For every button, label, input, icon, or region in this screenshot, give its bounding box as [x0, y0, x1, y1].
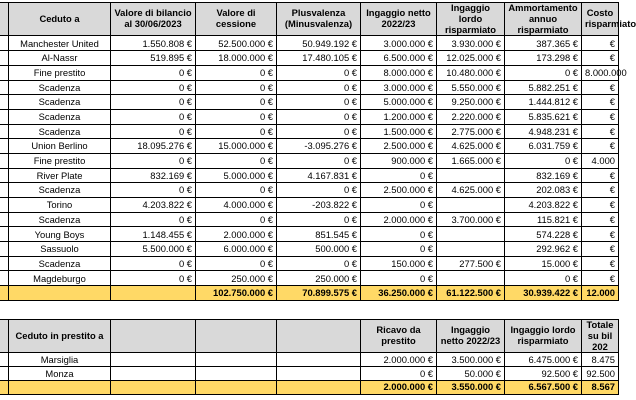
table-cell: Union Berlino: [9, 139, 111, 154]
table-cell: [196, 380, 277, 394]
table-cell: €: [582, 227, 619, 242]
table-cell: 5.882.251 €: [505, 80, 582, 95]
table-cell: 2.500.000 €: [361, 183, 437, 198]
table-cell: [437, 168, 505, 183]
table-cell: 250.000 €: [196, 271, 277, 286]
table-row: [0, 80, 619, 95]
table-cell: [437, 242, 505, 257]
table-cell: 1.665.000 €: [437, 153, 505, 168]
table-cell: 277.500 €: [437, 256, 505, 271]
table-cell: 0 €: [111, 153, 196, 168]
table-row: [0, 51, 619, 66]
table-cell: 5.000.000 €: [361, 95, 437, 110]
table-cell: €: [582, 256, 619, 271]
table-cell: 0 €: [361, 227, 437, 242]
table-cell: [277, 367, 361, 381]
table-cell: [111, 286, 196, 301]
table-cell: [9, 286, 111, 301]
table-cell: €: [582, 242, 619, 257]
table-cell: Ceduto a: [9, 3, 111, 36]
table-cell: Fine prestito: [9, 153, 111, 168]
table-cell: [0, 256, 9, 271]
table-cell: Scadenza: [9, 80, 111, 95]
table-cell: 92.500: [582, 367, 619, 381]
table-cell: 50.000 €: [437, 367, 505, 381]
table-row: [0, 242, 619, 257]
table-cell: Marsiglia: [9, 353, 111, 367]
table-cell: 500.000 €: [277, 242, 361, 257]
table-cell: €: [582, 95, 619, 110]
table-cell: [111, 320, 196, 353]
table-cell: 18.000.000 €: [196, 51, 277, 66]
table-cell: 0 €: [111, 183, 196, 198]
table-cell: 4.625.000 €: [437, 183, 505, 198]
table-cell: 3.500.000 €: [437, 353, 505, 367]
table-cell: Al-Nassr: [9, 51, 111, 66]
table-cell: €: [582, 124, 619, 139]
table-cell: 4.203.822 €: [505, 198, 582, 213]
table-cell: 0 €: [505, 153, 582, 168]
table-cell: 0 €: [277, 183, 361, 198]
table-cell: 4.948.231 €: [505, 124, 582, 139]
table-cell: 8.567: [582, 380, 619, 394]
table-cell: [0, 320, 9, 353]
table-cell: 17.480.105 €: [277, 51, 361, 66]
table-cell: [0, 271, 9, 286]
table-cell: [0, 286, 9, 301]
table-cell: Totale su bil 202: [582, 320, 619, 353]
table-cell: 4.203.822 €: [111, 198, 196, 213]
table-cell: 0 €: [196, 153, 277, 168]
table-row: [0, 227, 619, 242]
table-cell: 0 €: [277, 80, 361, 95]
table-row: [0, 36, 619, 51]
table-cell: 202.083 €: [505, 183, 582, 198]
table-cell: Torino: [9, 198, 111, 213]
table-cell: 0 €: [196, 80, 277, 95]
table-cell: [0, 109, 9, 124]
table-cell: 8.475: [582, 353, 619, 367]
table-cell: 8.000.000 €: [361, 65, 437, 80]
table-cell: 4.000: [582, 153, 619, 168]
table-cell: 832.169 €: [505, 168, 582, 183]
table-cell: 30.939.422 €: [505, 286, 582, 301]
table-row: [0, 168, 619, 183]
table-cell: 173.298 €: [505, 51, 582, 66]
table-cell: Scadenza: [9, 95, 111, 110]
table-cell: Scadenza: [9, 124, 111, 139]
table-cell: 2.220.000 €: [437, 109, 505, 124]
table-cell: 6.500.000 €: [361, 51, 437, 66]
table-cell: 1.148.455 €: [111, 227, 196, 242]
table-cell: [0, 65, 9, 80]
table-cell: 0 €: [277, 95, 361, 110]
table-cell: €: [582, 198, 619, 213]
table-cell: 900.000 €: [361, 153, 437, 168]
table-cell: Ricavo da prestito: [361, 320, 437, 353]
table-cell: [277, 320, 361, 353]
table-cell: Monza: [9, 367, 111, 381]
table-cell: 8.000.000: [582, 65, 619, 80]
table-cell: 292.962 €: [505, 242, 582, 257]
table-cell: 0 €: [196, 65, 277, 80]
table-cell: 0 €: [111, 256, 196, 271]
table-cell: 0 €: [196, 124, 277, 139]
table-cell: [196, 353, 277, 367]
table-row: [0, 95, 619, 110]
table-cell: Manchester United: [9, 36, 111, 51]
table-cell: Ingaggio netto 2022/23: [437, 320, 505, 353]
table-cell: Ceduto in prestito a: [9, 320, 111, 353]
table-cell: [0, 367, 9, 381]
table-cell: 2.000.000 €: [361, 212, 437, 227]
table-row: [0, 139, 619, 154]
header-row: [0, 3, 619, 36]
table-cell: 1.200.000 €: [361, 109, 437, 124]
table-cell: [9, 380, 111, 394]
table-cell: [0, 212, 9, 227]
table-row: [0, 367, 619, 381]
table-cell: [277, 380, 361, 394]
table-cell: 0 €: [277, 256, 361, 271]
table-cell: -203.822 €: [277, 198, 361, 213]
table-cell: 0 €: [361, 168, 437, 183]
table-row: [0, 153, 619, 168]
table-row: [0, 65, 619, 80]
table-cell: 3.550.000 €: [437, 380, 505, 394]
table-cell: 1.500.000 €: [361, 124, 437, 139]
table-cell: €: [582, 139, 619, 154]
table-cell: [0, 168, 9, 183]
table-cell: 4.167.831 €: [277, 168, 361, 183]
table-cell: 15.000 €: [505, 256, 582, 271]
table-cell: 9.250.000 €: [437, 95, 505, 110]
table-cell: 1.444.812 €: [505, 95, 582, 110]
table-cell: Valore di bilancio al 30/06/2023: [111, 3, 196, 36]
table-cell: €: [582, 36, 619, 51]
table-cell: Magdeburgo: [9, 271, 111, 286]
table-cell: [0, 242, 9, 257]
table-cell: 0 €: [361, 242, 437, 257]
table-cell: 5.550.000 €: [437, 80, 505, 95]
table-cell: River Plate: [9, 168, 111, 183]
table-cell: 52.500.000 €: [196, 36, 277, 51]
table-cell: 0 €: [111, 80, 196, 95]
table-cell: 0 €: [277, 153, 361, 168]
table-cell: 0 €: [111, 212, 196, 227]
table-cell: 387.365 €: [505, 36, 582, 51]
table-cell: Scadenza: [9, 109, 111, 124]
table-cell: 1.550.808 €: [111, 36, 196, 51]
table-cell: €: [582, 109, 619, 124]
table-cell: 2.775.000 €: [437, 124, 505, 139]
table-cell: Scadenza: [9, 212, 111, 227]
table-cell: 574.228 €: [505, 227, 582, 242]
table-cell: 2.000.000 €: [361, 353, 437, 367]
table-cell: 2.000.000 €: [196, 227, 277, 242]
table-cell: Sassuolo: [9, 242, 111, 257]
table-cell: -3.095.276 €: [277, 139, 361, 154]
table-cell: 0 €: [196, 212, 277, 227]
table-row: [0, 271, 619, 286]
table-cell: [437, 271, 505, 286]
table-cell: [0, 36, 9, 51]
table-cell: Scadenza: [9, 183, 111, 198]
player-transfers-table: [0, 2, 636, 301]
total-row: [0, 380, 619, 394]
table-cell: 0 €: [361, 198, 437, 213]
table-cell: Ingaggio lordo risparmiato: [437, 3, 505, 36]
table-row: [0, 212, 619, 227]
table-cell: [0, 153, 9, 168]
table-cell: €: [582, 271, 619, 286]
table-cell: [111, 380, 196, 394]
table-cell: [0, 380, 9, 394]
table-cell: [0, 124, 9, 139]
table-cell: Young Boys: [9, 227, 111, 242]
table-cell: 0 €: [361, 271, 437, 286]
table-cell: €: [582, 80, 619, 95]
table-cell: [0, 3, 9, 36]
table-row: [0, 109, 619, 124]
table-cell: 5.500.000 €: [111, 242, 196, 257]
table-cell: €: [582, 51, 619, 66]
table-cell: [437, 198, 505, 213]
table-cell: 519.895 €: [111, 51, 196, 66]
total-row: [0, 286, 619, 301]
table-cell: €: [582, 212, 619, 227]
table-row: [0, 198, 619, 213]
table-cell: 250.000 €: [277, 271, 361, 286]
table-cell: Ammortamento annuo risparmiato: [505, 3, 582, 36]
table-cell: [111, 353, 196, 367]
table-cell: Ingaggio lordo risparmiato: [505, 320, 582, 353]
table-cell: 18.095.276 €: [111, 139, 196, 154]
table-cell: [437, 227, 505, 242]
table-cell: 6.031.759 €: [505, 139, 582, 154]
table-cell: 3.000.000 €: [361, 80, 437, 95]
table-cell: [277, 353, 361, 367]
table-cell: 0 €: [196, 95, 277, 110]
table-cell: 115.821 €: [505, 212, 582, 227]
table-cell: 0 €: [361, 367, 437, 381]
table-cell: 0 €: [277, 65, 361, 80]
table-cell: 4.000.000 €: [196, 198, 277, 213]
table-cell: 0 €: [505, 65, 582, 80]
table-cell: 5.000.000 €: [196, 168, 277, 183]
table-cell: 61.122.500 €: [437, 286, 505, 301]
table-cell: [0, 227, 9, 242]
table-cell: Plusvalenza (Minusvalenza): [277, 3, 361, 36]
table-cell: [196, 367, 277, 381]
table-cell: 832.169 €: [111, 168, 196, 183]
table-cell: 6.475.000 €: [505, 353, 582, 367]
table-row: [0, 256, 619, 271]
table-cell: [0, 95, 9, 110]
table-row: [0, 124, 619, 139]
table-cell: 3.000.000 €: [361, 36, 437, 51]
table-cell: 0 €: [277, 124, 361, 139]
table-cell: [111, 367, 196, 381]
table-cell: Ingaggio netto 2022/23: [361, 3, 437, 36]
table-cell: 102.750.000 €: [196, 286, 277, 301]
table-cell: 2.000.000 €: [361, 380, 437, 394]
table-cell: 0 €: [111, 109, 196, 124]
table-cell: 0 €: [111, 65, 196, 80]
table-cell: 2.500.000 €: [361, 139, 437, 154]
table-cell: 92.500 €: [505, 367, 582, 381]
table-cell: [0, 198, 9, 213]
table-cell: 50.949.192 €: [277, 36, 361, 51]
table-cell: 3.930.000 €: [437, 36, 505, 51]
table-cell: 70.899.575 €: [277, 286, 361, 301]
table-cell: 36.250.000 €: [361, 286, 437, 301]
table-cell: [0, 139, 9, 154]
table-cell: 0 €: [277, 212, 361, 227]
header-row: [0, 320, 619, 353]
table-cell: 5.835.621 €: [505, 109, 582, 124]
table-cell: 6.567.500 €: [505, 380, 582, 394]
table-cell: Costo risparmiato: [582, 3, 619, 36]
table-row: [0, 183, 619, 198]
table-cell: 0 €: [196, 109, 277, 124]
table-cell: [0, 80, 9, 95]
table-cell: [0, 183, 9, 198]
table-cell: Fine prestito: [9, 65, 111, 80]
table-cell: 10.480.000 €: [437, 65, 505, 80]
table-cell: €: [582, 183, 619, 198]
table-cell: Scadenza: [9, 256, 111, 271]
table-cell: 4.625.000 €: [437, 139, 505, 154]
table-cell: 150.000 €: [361, 256, 437, 271]
table-cell: 15.000.000 €: [196, 139, 277, 154]
table-cell: 0 €: [111, 95, 196, 110]
table-row: [0, 353, 619, 367]
table-cell: 0 €: [111, 271, 196, 286]
table-cell: 851.545 €: [277, 227, 361, 242]
table-cell: [0, 51, 9, 66]
table-cell: 0 €: [196, 183, 277, 198]
table-cell: 3.700.000 €: [437, 212, 505, 227]
table-cell: [0, 353, 9, 367]
table-cell: Valore di cessione: [196, 3, 277, 36]
table-cell: €: [582, 168, 619, 183]
table-cell: 12.025.000 €: [437, 51, 505, 66]
table-cell: 6.000.000 €: [196, 242, 277, 257]
table-cell: 0 €: [505, 271, 582, 286]
table-cell: [196, 320, 277, 353]
table-cell: 12.000: [582, 286, 619, 301]
table-cell: 0 €: [111, 124, 196, 139]
table-cell: 0 €: [277, 109, 361, 124]
table-cell: 0 €: [196, 256, 277, 271]
loan-transfers-table: [0, 319, 619, 395]
